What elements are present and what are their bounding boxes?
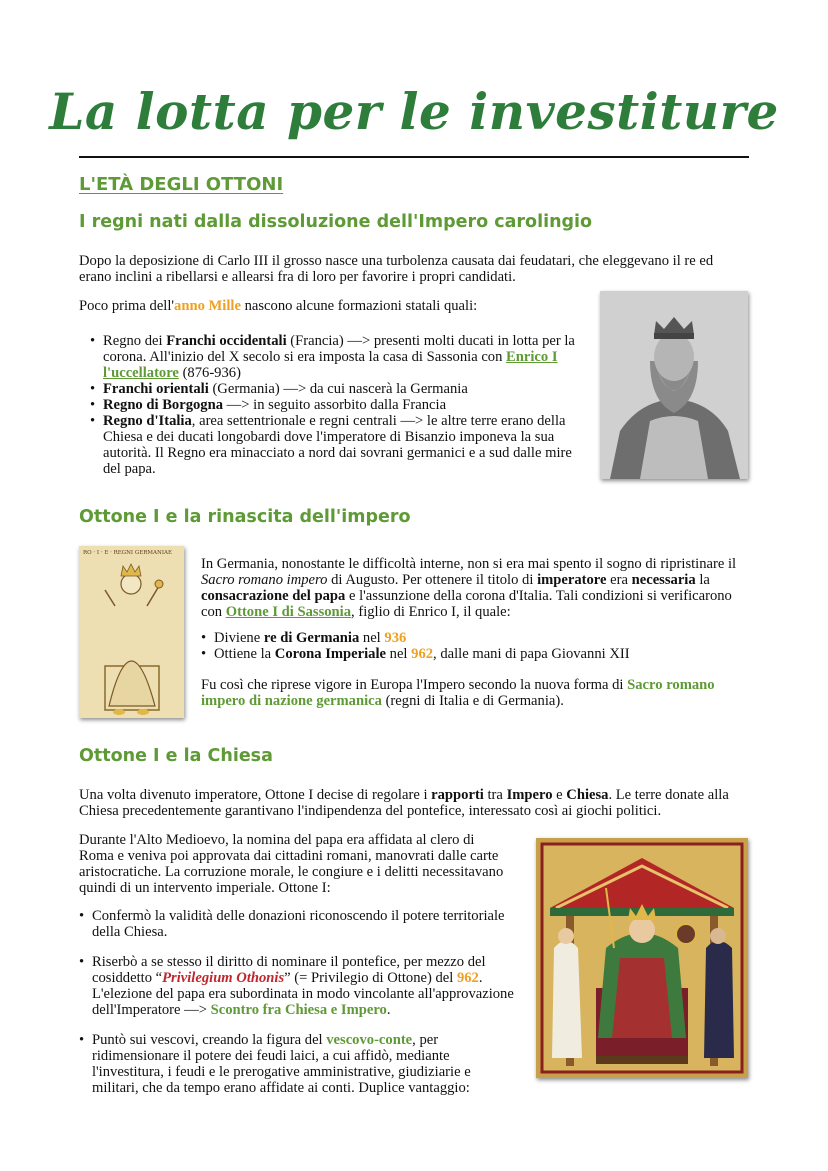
section3-p2: Durante l'Alto Medioevo, la nomina del papa era affidata al clero di Roma e veniva poi approvata dai cittadini romani, manovrati dalle carte aristocratiche. La corruzione morale, le congiure e i delitti necessitavano quindi di un intervento imperiale. Ottone I: (79, 832, 504, 896)
section1-intro: Dopo la deposizione di Carlo III il grosso nasce una turbolenza causata dai feudatari, che eleggevano il re ed erano inclini a ribellarsi e allearsi fra di loro per favorire i propri candidati. (79, 253, 714, 285)
miniature-inscription: RO · I · E · REGNI GERMANIAE (83, 550, 172, 556)
section3-bullet-list (79, 908, 519, 1096)
list-item: • Regno di Borgogna —> in seguito assorbito dalla Francia (90, 397, 588, 413)
list-item: • Confermò la validità delle donazioni riconoscendo il potere territoriale della Chiesa. (79, 908, 519, 940)
section2-bullet-list (201, 630, 746, 662)
section2-heading: Ottone I e la rinascita dell'impero (79, 507, 411, 527)
anno-mille-highlight: anno Mille (174, 298, 241, 314)
title-divider (79, 156, 749, 158)
list-item: • Regno dei Franchi occidentali (Francia) —> presenti molti ducati in lotta per la corona. All'inizio del X secolo si era imposta la casa di Sassonia con Enrico I l'uccellatore (876-936) (90, 333, 588, 381)
list-item: • Diviene re di Germania nel 936 (201, 630, 746, 646)
section1-p2: Poco prima dell'anno Mille nascono alcune formazioni statali quali: (79, 298, 478, 314)
list-item: • Puntò sui vescovi, creando la figura del vescovo-conte, per ridimensionare il potere dei feudi laici, a cui affidò, mediante l'investitura, i feudi e le prerogative amministrative, giudiziarie e militari, che da tempo erano affidate ai conti. Duplice vantaggio: (79, 1032, 519, 1096)
section1-heading: I regni nati dalla dissoluzione dell'Impero carolingio (79, 212, 593, 232)
enrico-link[interactable]: Enrico I l'uccellatore (103, 349, 558, 381)
section2-p1: In Germania, nonostante le difficoltà interne, non si era mai spento il sogno di ripristinare il Sacro romano impero di Augusto. Per ottenere il titolo di imperatore era necessaria la consacrazione del papa e l'assunzione della corona d'Italia. Tali condizioni si verificarono con Ottone I di Sassonia, figlio di Enrico I, il quale: (201, 556, 737, 620)
page-title: La lotta per le investiture (49, 82, 779, 141)
section3-p1: Una volta divenuto imperatore, Ottone I decise di regolare i rapporti tra Impero e Chiesa. Le terre donate alla Chiesa precedentemente garantivano l'indipendenza del pontefice, interessato così ai giochi politici. (79, 787, 729, 819)
section2-p2: Fu così che riprese vigore in Europa l'Impero secondo la nuova forma di Sacro romano impero di nazione germanica (regni di Italia e di Germania). (201, 677, 715, 709)
list-item: • Regno d'Italia, area settentrionale e regni centrali —> le altre terre erano della Chiesa e dei ducati longobardi dove l'imperatore di Bisanzio imponeva la sua autorità. Il Regno era minacciato a nord dai sovrani germanici e a sud dalle mire del papa. (90, 413, 588, 477)
list-item: • Riserbò a se stesso il diritto di nominare il pontefice, per mezzo del cosiddetto “Privilegium Othonis” (= Privilegio di Ottone) del 962. L'elezione del papa era subordinata in modo vincolante all'approvazione dell'Imperatore —> Scontro fra Chiesa e Impero. (79, 954, 519, 1018)
portrait-enrico-image (600, 291, 748, 479)
list-item: • Ottiene la Corona Imperiale nel 962, dalle mani di papa Giovanni XII (201, 646, 746, 662)
ottone-enthroned-miniature-image (536, 838, 748, 1078)
section3-heading: Ottone I e la Chiesa (79, 746, 273, 766)
ottone-link[interactable]: Ottone I di Sassonia (225, 604, 352, 620)
list-item: • Franchi orientali (Germania) —> da cui nascerà la Germania (90, 381, 588, 397)
section-era-heading: L'ETÀ DEGLI OTTONI (79, 174, 284, 195)
portrait-ottone-miniature-image (79, 546, 184, 718)
section1-bullet-list (90, 333, 588, 477)
